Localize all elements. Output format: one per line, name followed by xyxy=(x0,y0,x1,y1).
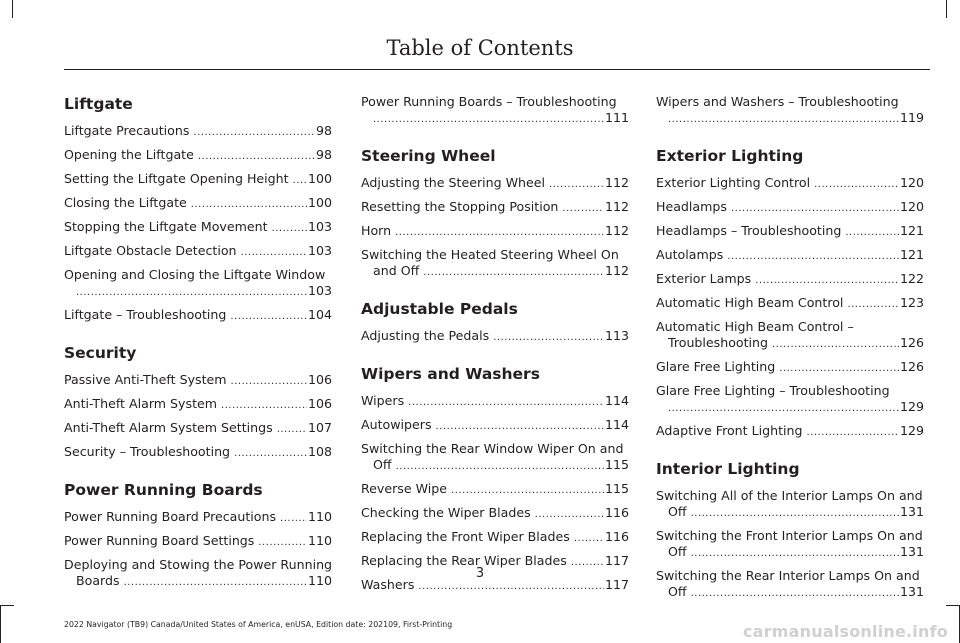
toc-entry-title-cont: Off xyxy=(373,457,392,472)
toc-entry-page: 116 xyxy=(604,529,629,544)
toc-entry-title: Replacing the Rear Wiper Blades xyxy=(361,553,567,568)
leader-dots xyxy=(562,201,604,217)
toc-entry-title: Switching All of the Interior Lamps On and xyxy=(656,488,923,503)
section-heading: Power Running Boards xyxy=(64,481,263,499)
toc-entry[interactable] xyxy=(64,243,332,261)
toc-entry-page: 110 xyxy=(307,573,332,588)
toc-entry-page: 112 xyxy=(604,199,629,214)
toc-entry-page: 114 xyxy=(604,417,629,432)
leader-dots xyxy=(191,197,307,213)
toc-entry-title: Liftgate – Troubleshooting xyxy=(64,307,227,322)
toc-entry[interactable] xyxy=(64,195,332,213)
toc-entry-page: 117 xyxy=(604,553,629,568)
toc-entry[interactable] xyxy=(361,441,629,475)
toc-entry-page: 115 xyxy=(604,457,629,472)
toc-entry-title-cont: Off xyxy=(668,584,687,599)
toc-entry-title: Wipers xyxy=(361,393,405,408)
toc-entry-page: 100 xyxy=(307,171,332,186)
toc-entry-page: 123 xyxy=(899,295,924,310)
toc-entry[interactable] xyxy=(64,420,332,438)
toc-entry-title: Switching the Rear Interior Lamps On and xyxy=(656,568,920,583)
toc-entry-title: Switching the Rear Window Wiper On and xyxy=(361,441,624,456)
toc-entry[interactable] xyxy=(361,223,629,241)
toc-entry-title: Liftgate Precautions xyxy=(64,123,190,138)
toc-entry-page: 111 xyxy=(604,110,629,125)
toc-entry[interactable] xyxy=(64,372,332,390)
toc-entry-title: Adjusting the Pedals xyxy=(361,328,490,343)
toc-entry[interactable] xyxy=(656,271,924,289)
toc-entry[interactable] xyxy=(64,147,332,165)
toc-entry[interactable] xyxy=(361,175,629,193)
crop-mark xyxy=(946,0,947,18)
toc-entry-title: Anti-Theft Alarm System xyxy=(64,396,218,411)
toc-entry-page: 126 xyxy=(899,359,924,374)
toc-entry-title: Liftgate Obstacle Detection xyxy=(64,243,237,258)
section-heading: Liftgate xyxy=(64,95,133,113)
toc-column xyxy=(64,94,332,597)
toc-entry-title: Reverse Wipe xyxy=(361,481,448,496)
toc-entry-page: 112 xyxy=(604,263,629,278)
toc-entry-title: Glare Free Lighting xyxy=(656,359,776,374)
toc-entry-page: 103 xyxy=(307,243,332,258)
toc-entry-page: 108 xyxy=(307,444,332,459)
leader-dots xyxy=(549,177,604,193)
leader-dots xyxy=(193,125,315,141)
toc-entry[interactable] xyxy=(656,295,924,313)
toc-entry-title: Adjusting the Steering Wheel xyxy=(361,175,546,190)
toc-entry-page: 116 xyxy=(604,505,629,520)
leader-dots xyxy=(451,483,604,499)
toc-entry[interactable] xyxy=(64,307,332,325)
toc-entry-title: Wipers and Washers – Troubleshooting xyxy=(656,94,899,109)
toc-entry-page: 104 xyxy=(307,307,332,322)
toc-entry-title: Power Running Boards – Troubleshooting xyxy=(361,94,617,109)
toc-entry-page: 106 xyxy=(307,372,332,387)
toc-entry-title: Exterior Lighting Control xyxy=(656,175,811,190)
leader-dots xyxy=(76,285,307,301)
leader-dots xyxy=(807,425,899,441)
toc-entry[interactable] xyxy=(656,488,924,522)
leader-dots xyxy=(231,374,307,390)
toc-entry-page: 126 xyxy=(899,335,924,350)
leader-dots xyxy=(293,173,307,189)
toc-entry-page: 131 xyxy=(899,544,924,559)
toc-entry[interactable] xyxy=(656,199,924,217)
toc-entry-page: 114 xyxy=(604,393,629,408)
toc-entry[interactable] xyxy=(656,319,924,353)
toc-entry-title: Checking the Wiper Blades xyxy=(361,505,531,520)
toc-entry-title: Opening and Closing the Liftgate Window xyxy=(64,267,326,282)
section-heading: Steering Wheel xyxy=(361,147,496,165)
leader-dots xyxy=(396,459,604,475)
leader-dots xyxy=(221,398,307,414)
toc-entry-page: 100 xyxy=(307,195,332,210)
leader-dots xyxy=(280,511,307,527)
toc-entry[interactable] xyxy=(64,123,332,141)
toc-entry[interactable] xyxy=(656,359,924,377)
toc-entry[interactable] xyxy=(361,328,629,346)
toc-entry-title-cont: Troubleshooting xyxy=(668,335,769,350)
toc-entry-page: 110 xyxy=(307,533,332,548)
toc-column xyxy=(656,94,924,608)
toc-entry-title: Adaptive Front Lighting xyxy=(656,423,803,438)
leader-dots xyxy=(241,245,307,261)
toc-entry-page: 107 xyxy=(307,420,332,435)
toc-entry-title: Setting the Liftgate Opening Height xyxy=(64,171,289,186)
toc-entry-page: 115 xyxy=(604,481,629,496)
crop-mark xyxy=(12,0,13,18)
toc-entry[interactable] xyxy=(361,199,629,217)
toc-entry-title: Glare Free Lighting – Troubleshooting xyxy=(656,383,890,398)
toc-entry-title: Resetting the Stopping Position xyxy=(361,199,559,214)
section-heading: Security xyxy=(64,344,137,362)
title-divider xyxy=(64,69,930,70)
toc-entry-title: Automatic High Beam Control – xyxy=(656,319,854,334)
section-heading: Interior Lighting xyxy=(656,460,800,478)
toc-entry[interactable] xyxy=(361,247,629,281)
leader-dots xyxy=(277,422,307,438)
toc-entry-title: Autowipers xyxy=(361,417,432,432)
toc-entry[interactable] xyxy=(361,94,629,128)
toc-entry-title: Anti-Theft Alarm System Settings xyxy=(64,420,273,435)
toc-entry-page: 131 xyxy=(899,504,924,519)
toc-entry-title: Switching the Front Interior Lamps On and xyxy=(656,528,923,543)
toc-entry[interactable] xyxy=(64,219,332,237)
toc-entry-page: 103 xyxy=(307,283,332,298)
toc-entry-title: Deploying and Stowing the Power Running xyxy=(64,557,333,572)
toc-entry-title: Washers xyxy=(361,577,415,592)
toc-entry-title-cont: Boards xyxy=(76,573,120,588)
toc-entry-title-cont: Off xyxy=(668,504,687,519)
leader-dots xyxy=(258,535,307,551)
leader-dots xyxy=(373,112,604,128)
toc-entry-page: 112 xyxy=(604,175,629,190)
leader-dots xyxy=(574,531,604,547)
toc-entry-title: Horn xyxy=(361,223,392,238)
toc-entry-page: 120 xyxy=(899,199,924,214)
toc-entry[interactable] xyxy=(64,396,332,414)
toc-entry-page: 98 xyxy=(315,123,332,138)
leader-dots xyxy=(535,507,604,523)
section-heading: Wipers and Washers xyxy=(361,365,540,383)
page-title: Table of Contents xyxy=(386,36,574,60)
toc-entry[interactable] xyxy=(64,533,332,551)
toc-entry[interactable] xyxy=(656,94,924,128)
toc-entry[interactable] xyxy=(64,509,332,527)
toc-entry[interactable] xyxy=(656,423,924,441)
toc-entry-title: Exterior Lamps xyxy=(656,271,752,286)
toc-entry[interactable] xyxy=(361,529,629,547)
toc-entry[interactable] xyxy=(361,481,629,499)
leader-dots xyxy=(436,419,604,435)
toc-entry-page: 98 xyxy=(315,147,332,162)
toc-entry-title: Opening the Liftgate xyxy=(64,147,194,162)
leader-dots xyxy=(234,446,307,462)
toc-entry-page: 131 xyxy=(899,584,924,599)
toc-entry-title: Stopping the Liftgate Movement xyxy=(64,219,268,234)
toc-entry-page: 106 xyxy=(307,396,332,411)
toc-entry[interactable] xyxy=(656,175,924,193)
toc-entry[interactable] xyxy=(64,444,332,462)
toc-entry[interactable] xyxy=(656,223,924,241)
toc-entry-page: 103 xyxy=(307,219,332,234)
toc-entry-title: Closing the Liftgate xyxy=(64,195,187,210)
leader-dots xyxy=(814,177,899,193)
leader-dots xyxy=(691,586,899,602)
leader-dots xyxy=(691,506,899,522)
toc-entry[interactable] xyxy=(656,528,924,562)
toc-entry-page: 113 xyxy=(604,328,629,343)
toc-entry-page: 110 xyxy=(307,509,332,524)
toc-entry-page: 120 xyxy=(899,175,924,190)
leader-dots xyxy=(731,201,899,217)
leader-dots xyxy=(418,579,604,595)
toc-entry-page: 121 xyxy=(899,223,924,238)
leader-dots xyxy=(272,221,307,237)
toc-entry-page: 112 xyxy=(604,223,629,238)
toc-entry-title: Power Running Board Precautions xyxy=(64,509,277,524)
toc-entry-title: Autolamps xyxy=(656,247,724,262)
toc-entry-page: 129 xyxy=(899,399,924,414)
leader-dots xyxy=(408,395,604,411)
toc-entry-title: Replacing the Front Wiper Blades xyxy=(361,529,570,544)
leader-dots xyxy=(493,330,604,346)
section-heading: Exterior Lighting xyxy=(656,147,804,165)
watermark-text: carmanualsonline.info xyxy=(743,622,948,641)
leader-dots xyxy=(755,273,899,289)
toc-entry-page: 117 xyxy=(604,577,629,592)
toc-entry-title: Passive Anti-Theft System xyxy=(64,372,227,387)
leader-dots xyxy=(691,546,899,562)
toc-entry-page: 122 xyxy=(899,271,924,286)
leader-dots xyxy=(847,297,899,313)
leader-dots xyxy=(395,225,604,241)
crop-mark xyxy=(0,605,14,606)
leader-dots xyxy=(779,361,899,377)
section-heading: Adjustable Pedals xyxy=(361,300,518,318)
leader-dots xyxy=(845,225,899,241)
toc-entry-page: 121 xyxy=(899,247,924,262)
toc-entry[interactable] xyxy=(361,505,629,523)
toc-entry[interactable] xyxy=(361,393,629,411)
toc-entry-title: Power Running Board Settings xyxy=(64,533,255,548)
leader-dots xyxy=(772,337,899,353)
toc-entry-title: Automatic High Beam Control xyxy=(656,295,844,310)
leader-dots xyxy=(423,265,604,281)
toc-entry-page: 119 xyxy=(899,110,924,125)
toc-entry[interactable] xyxy=(656,383,924,417)
leader-dots xyxy=(198,149,315,165)
leader-dots xyxy=(668,401,899,417)
leader-dots xyxy=(230,309,307,325)
leader-dots xyxy=(727,249,899,265)
toc-entry-title-cont: and Off xyxy=(373,263,420,278)
toc-entry[interactable] xyxy=(64,267,332,301)
crop-mark xyxy=(0,605,1,643)
toc-entry[interactable] xyxy=(361,417,629,435)
toc-entry-title: Switching the Heated Steering Wheel On xyxy=(361,247,619,262)
toc-entry-title: Headlamps – Troubleshooting xyxy=(656,223,842,238)
toc-entry-page: 129 xyxy=(899,423,924,438)
page-number: 3 xyxy=(475,566,485,581)
toc-entry-title-cont: Off xyxy=(668,544,687,559)
toc-entry[interactable] xyxy=(656,247,924,265)
leader-dots xyxy=(668,112,899,128)
crop-mark xyxy=(946,605,960,606)
toc-entry[interactable] xyxy=(64,171,332,189)
toc-column xyxy=(361,94,629,601)
toc-entry-title: Headlamps xyxy=(656,199,727,214)
footer-text: 2022 Navigator (TB9) Canada/United States of America, enUSA, Edition date: 202109, First-Printing xyxy=(64,620,453,629)
toc-entry-title: Security – Troubleshooting xyxy=(64,444,231,459)
